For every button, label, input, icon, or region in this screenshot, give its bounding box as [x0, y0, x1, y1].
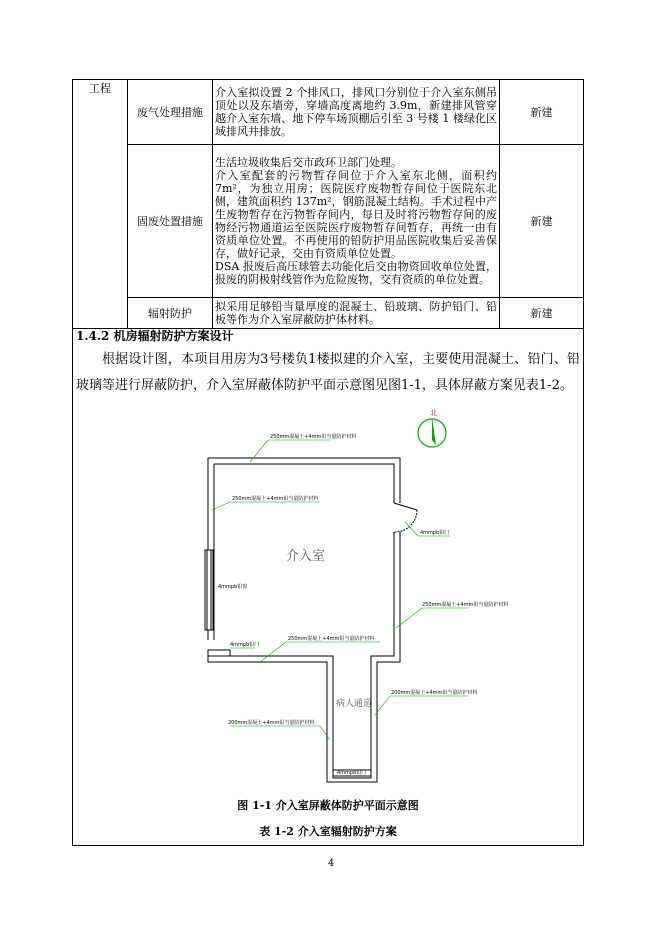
status-cell: 新建	[500, 145, 584, 298]
status-cell: 新建	[500, 298, 584, 329]
floor-plan-diagram	[190, 400, 509, 790]
measure-cell: 固废处置措施	[128, 145, 213, 298]
compass-needle	[432, 417, 436, 445]
room-walls	[205, 458, 417, 782]
page-number: 4	[327, 858, 335, 869]
content-cell: 介入室拟设置 2 个排风口，排风口分别位于介入室东侧吊顶处以及东墙旁，穿墙高度离地约 3.9m，新建排风管穿越介入室东墙、地下停车场顶棚后引至 3 号楼 1 楼绿化区域排风井排放。	[213, 80, 500, 145]
section-paragraph: 根据设计图，本项目用房为3号楼负1楼拟建的介入室，主要使用混凝土、铅门、铅玻璃等进行屏蔽防护，介入室屏蔽体防护平面示意图见图1-1，具体屏蔽方案见表1-2。	[76, 352, 580, 393]
label-south-wall: 250mm混凝土+4mm铅当量防护材料	[288, 636, 375, 642]
label-south-door: 4mmpb铅门	[230, 642, 260, 648]
section-heading: 1.4.2 机房辐射防护方案设计	[76, 329, 234, 343]
content-cell	[213, 145, 500, 298]
table-row	[73, 80, 584, 145]
figure-caption: 图 1-1 介入室屏蔽体防护平面示意图	[237, 799, 419, 812]
measure-cell: 废气处理措施	[128, 80, 213, 145]
environmental-measures-table	[72, 79, 584, 329]
label-window: 4mmpb铅窗	[218, 584, 248, 590]
north-label: 北	[430, 409, 437, 417]
content-cell: 拟采用足够铅当量厚度的混凝土、铅玻璃、防护铅门、铅板等作为介入室屏蔽防护体材料。	[213, 298, 500, 329]
status-cell: 新建	[500, 80, 584, 145]
label-top-wall: 250mm混凝土+4mm铅当量防护材料	[270, 434, 357, 440]
label-corridor-east: 200mm混凝土+4mm铅当量防护材料	[391, 690, 478, 696]
content-line: 介入室配套的污物暂存间位于介入室东北侧，面积约 7m²，为独立用房；医院医疗废物暂存间位于医院东北侧，建筑面积约 137m²，钢筋混凝土结构。手术过程中产生废物暂存在污物暂存间内，每日及时将污物暂存间的废物经污物通道运至医院医疗废物暂存间暂存，再统一由有资质单位处置。不再使用的铅防护用品医院收集后妥善保存，做好记录，交由有资质单位处置。	[215, 169, 497, 260]
content-line: DSA 报废后高压球管去功能化后交由物资回收单位处置，报废的阴极射线管作为危险废物，交有资质的单位处置。	[215, 260, 497, 286]
section-label-cell	[73, 80, 128, 329]
label-east-door: 4mmpb铅门	[420, 530, 450, 536]
label-west-wall: 250mm混凝土+4mm铅当量防护材料	[232, 496, 319, 502]
room-name: 介入室	[286, 549, 326, 564]
plan-labels	[218, 433, 508, 776]
north-arrow	[418, 408, 446, 447]
content-line: 生活垃圾收集后交市政环卫部门处理。	[215, 156, 402, 169]
label-east-wall: 250mm混凝土+4mm铅当量防护材料	[422, 602, 509, 608]
table-caption: 表 1-2 介入室辐射防护方案	[259, 825, 397, 838]
table-row	[73, 145, 584, 298]
label-corridor-west: 200mm混凝土+4mm铅当量防护材料	[228, 720, 315, 726]
table-row	[73, 298, 584, 329]
section-label: 工程	[89, 82, 111, 95]
measure-cell: 辐射防护	[128, 298, 213, 329]
corridor-name: 病人通道	[336, 699, 373, 709]
label-corridor-door: 4mmpb铅门	[337, 770, 367, 776]
